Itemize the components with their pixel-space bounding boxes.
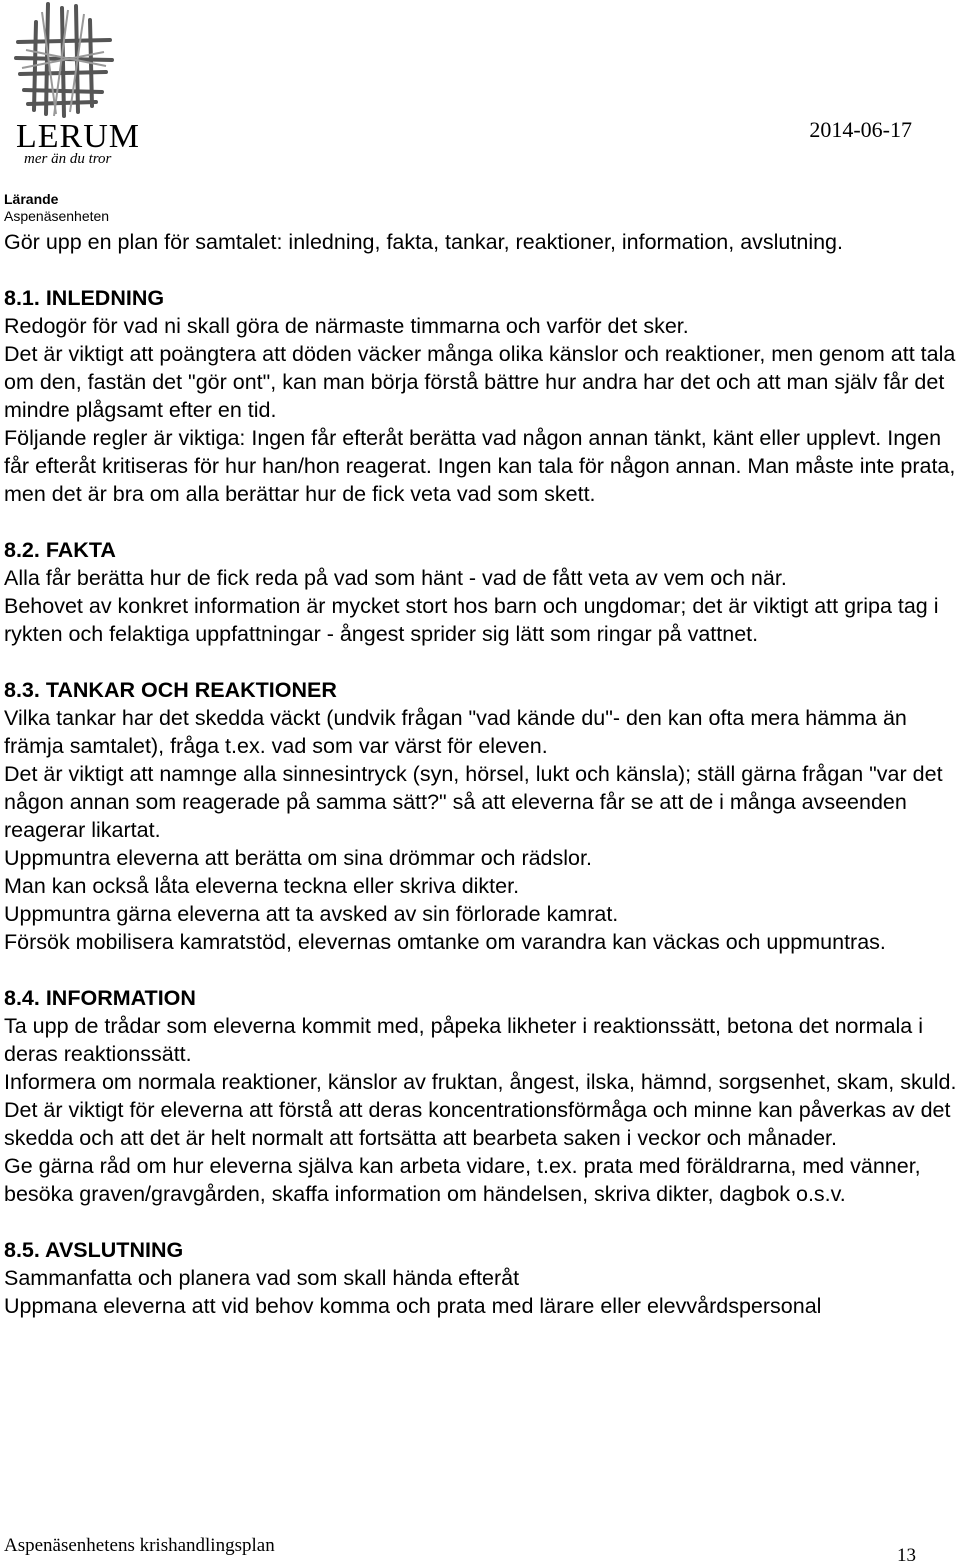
paragraph: Försök mobilisera kamratstöd, elevernas omtanke om varandra kan väckas och uppmuntras. (4, 930, 886, 954)
paragraph: Redogör för vad ni skall göra de närmaste timmarna och varför det sker. (4, 314, 689, 338)
section-tankar-och-reaktioner (4, 676, 960, 956)
paragraph: Följande regler är viktiga: Ingen får efteråt berätta vad någon annan tänkt, känt eller upplevt. Ingen får efteråt kritiseras för hur han/hon reagerat. Ingen kan tala för någon annan. Man måste inte prata, men det är bra om alla berättar hur de fick veta vad som skett. (4, 426, 956, 506)
lerum-logo (6, 2, 140, 170)
logo-name: LERUM (16, 118, 140, 155)
section-heading: 8.2. FAKTA (4, 538, 116, 562)
paragraph: Det är viktigt att poängtera att döden väcker många olika känslor och reaktioner, men genom att tala om den, fastän det "gör ont", kan man börja förstå bättre hur andra har det och att man själv får det mindre plågsamt efter en tid. (4, 342, 956, 422)
page-number: 13 (897, 1545, 916, 1566)
document-date: 2014-06-17 (809, 117, 912, 142)
paragraph: Behovet av konkret information är mycket stort hos barn och ungdomar; det är viktigt att gripa tag i rykten och felaktiga uppfattningar - ångest sprider sig lätt som ringar på vattnet. (4, 594, 939, 646)
document-body (4, 228, 960, 1320)
document-meta (4, 191, 109, 225)
paragraph: Sammanfatta och planera vad som skall hända efteråt (4, 1266, 520, 1290)
paragraph: Uppmuntra eleverna att berätta om sina drömmar och rädslor. (4, 846, 592, 870)
paragraph: Uppmuntra gärna eleverna att ta avsked av sin förlorade kamrat. (4, 902, 619, 926)
section-heading: 8.1. INLEDNING (4, 286, 165, 310)
lattice-logo-icon (6, 2, 118, 122)
section-fakta (4, 536, 960, 648)
paragraph: Vilka tankar har det skedda väckt (undvik frågan "vad kände du"- den kan ofta mera hämma än främja samtalet), fråga t.ex. vad som var värst för eleven. (4, 706, 907, 758)
paragraph: Alla får berätta hur de fick reda på vad som hänt - vad de fått veta av vem och när. (4, 566, 787, 590)
section-avslutning (4, 1236, 960, 1320)
paragraph: Uppmana eleverna att vid behov komma och prata med lärare eller elevvårdspersonal (4, 1294, 822, 1318)
section-information (4, 984, 960, 1208)
footer-title: Aspenäsenhetens krishandlingsplan (4, 1535, 275, 1556)
section-inledning (4, 284, 960, 508)
paragraph: Informera om normala reaktioner, känslor av fruktan, ångest, ilska, hämnd, sorgsenhet, skam, skuld. (4, 1070, 957, 1094)
unit-label: Aspenäsenheten (4, 208, 110, 224)
category-label: Lärande (4, 191, 59, 207)
paragraph: Det är viktigt att namnge alla sinnesintryck (syn, hörsel, lukt och känsla); ställ gärna frågan "var det någon annan som reagerade på samma sätt?" så att eleverna får se att de i många avseenden reagerar likartat. (4, 762, 943, 842)
paragraph: Ta upp de trådar som eleverna kommit med, påpeka likheter i reaktionssätt, betona det normala i deras reaktionssätt. (4, 1014, 924, 1066)
paragraph: Det är viktigt för eleverna att förstå att deras koncentrationsförmåga och minne kan påverkas av det skedda och att det är helt normalt att fortsätta att bearbeta saken i veckor och månader. (4, 1098, 951, 1150)
section-heading: 8.4. INFORMATION (4, 986, 196, 1010)
paragraph: Man kan också låta eleverna teckna eller skriva dikter. (4, 874, 520, 898)
paragraph: Ge gärna råd om hur eleverna själva kan arbeta vidare, t.ex. prata med föräldrarna, med vänner, besöka graven/gravgården, skaffa information om händelsen, skriva dikter, dagbok o.s.v. (4, 1154, 921, 1206)
section-heading: 8.3. TANKAR OCH REAKTIONER (4, 678, 337, 702)
logo-tagline: mer än du tror (24, 151, 112, 167)
intro-text: Gör upp en plan för samtalet: inledning, fakta, tankar, reaktioner, information, avslutning. (4, 230, 843, 254)
section-heading: 8.5. AVSLUTNING (4, 1238, 184, 1262)
